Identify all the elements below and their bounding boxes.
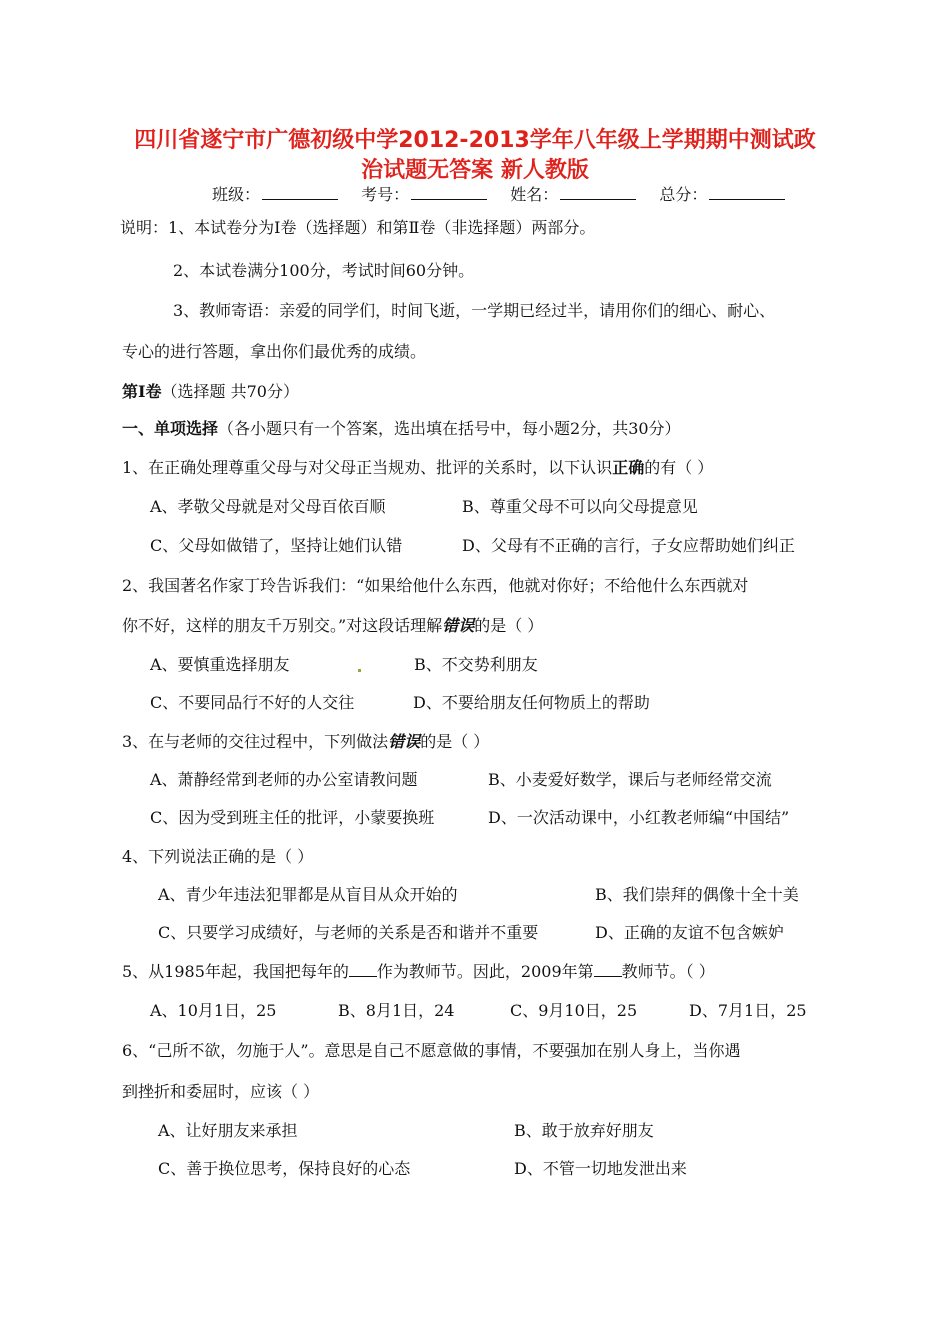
question-4-stem: 4、下列说法正确的是（ ） xyxy=(122,847,314,866)
question-3-option-b[interactable]: B、小麦爱好数学，课后与老师经常交流 xyxy=(488,770,772,789)
exam-title-line2: 治试题无答案 新人教版 xyxy=(361,158,589,183)
field-class: 班级： xyxy=(212,184,338,206)
question-6-option-c[interactable]: C、善于换位思考，保持良好的心态 xyxy=(158,1159,411,1178)
question-1-stem: 1、在正确处理尊重父母与对父母正当规劝、批评的关系时，以下认识正确的有（ ） xyxy=(122,458,714,477)
instruction-3: 3、教师寄语：亲爱的同学们，时间飞逝，一学期已经过半，请用你们的细心、耐心、 xyxy=(173,301,776,320)
field-total-score: 总分： xyxy=(659,184,785,206)
question-1-option-b[interactable]: B、尊重父母不可以向父母提意见 xyxy=(462,497,698,516)
question-5-blank-2[interactable] xyxy=(594,962,622,977)
exam-title-line1: 四川省遂宁市广德初级中学2012-2013学年八年级上学期期中测试政 xyxy=(134,128,816,153)
exam-number-blank[interactable] xyxy=(411,185,487,200)
question-6-option-b[interactable]: B、敢于放弃好朋友 xyxy=(514,1121,654,1140)
question-5-blank-1[interactable] xyxy=(349,962,377,977)
question-2-option-d[interactable]: D、不要给朋友任何物质上的帮助 xyxy=(413,693,650,712)
question-5-option-b[interactable]: B、8月1日，24 xyxy=(338,1001,455,1020)
field-exam-number: 考号： xyxy=(361,184,487,206)
question-3-option-a[interactable]: A、萧静经常到老师的办公室请教问题 xyxy=(150,770,418,789)
name-blank[interactable] xyxy=(560,185,636,200)
question-2-stem-line1: 2、我国著名作家丁玲告诉我们：“如果给他什么东西，他就对你好；不给他什么东西就对 xyxy=(122,576,749,595)
question-5-option-a[interactable]: A、10月1日，25 xyxy=(150,1001,277,1020)
question-5-option-c[interactable]: C、9月10日，25 xyxy=(510,1001,638,1020)
part-1-heading: 一、单项选择（各小题只有一个答案，选出填在括号中，每小题2分，共30分） xyxy=(122,419,681,438)
instruction-1: 说明：1、本试卷分为Ⅰ卷（选择题）和第Ⅱ卷（非选择题）两部分。 xyxy=(120,218,596,237)
total-score-blank[interactable] xyxy=(709,185,785,200)
question-6-stem-line1: 6、“己所不欲，勿施于人”。意思是自己不愿意做的事情，不要强加在别人身上，当你遇 xyxy=(122,1041,741,1060)
instruction-2: 2、本试卷满分100分，考试时间60分钟。 xyxy=(173,261,475,280)
question-5-option-d[interactable]: D、7月1日，25 xyxy=(689,1001,807,1020)
question-1-option-d[interactable]: D、父母有不正确的言行，子女应帮助她们纠正 xyxy=(462,536,795,555)
artifact-dot xyxy=(358,669,361,672)
question-2-option-c[interactable]: C、不要同品行不好的人交往 xyxy=(150,693,355,712)
field-name: 姓名： xyxy=(510,184,636,206)
question-4-option-b[interactable]: B、我们崇拜的偶像十全十美 xyxy=(595,885,799,904)
question-2-option-a[interactable]: A、要慎重选择朋友 xyxy=(150,655,290,674)
question-4-option-d[interactable]: D、正确的友谊不包含嫉妒 xyxy=(595,923,784,942)
question-1-option-a[interactable]: A、孝敬父母就是对父母百依百顺 xyxy=(150,497,386,516)
student-info-fields xyxy=(212,184,812,206)
class-blank[interactable] xyxy=(262,185,338,200)
question-5-stem: 5、从1985年起，我国把每年的 作为教师节。因此，2009年第 教师节。（ ） xyxy=(122,962,715,981)
section-1-heading: 第Ⅰ卷（选择题 共70分） xyxy=(122,382,299,401)
question-6-option-a[interactable]: A、让好朋友来承担 xyxy=(158,1121,298,1140)
question-2-stem-line2: 你不好，这样的朋友千万别交。”对这段话理解错误的是（ ） xyxy=(122,616,544,635)
question-3-option-c[interactable]: C、因为受到班主任的批评，小蒙要换班 xyxy=(150,808,435,827)
question-4-option-a[interactable]: A、青少年违法犯罪都是从盲目从众开始的 xyxy=(158,885,458,904)
question-3-stem: 3、在与老师的交往过程中，下列做法错误的是（ ） xyxy=(122,732,490,751)
instruction-4: 专心的进行答题，拿出你们最优秀的成绩。 xyxy=(122,342,427,361)
question-3-option-d[interactable]: D、一次活动课中，小红教老师编“中国结” xyxy=(488,808,790,827)
question-1-option-c[interactable]: C、父母如做错了，坚持让她们认错 xyxy=(150,536,403,555)
question-4-option-c[interactable]: C、只要学习成绩好，与老师的关系是否和谐并不重要 xyxy=(158,923,539,942)
question-6-option-d[interactable]: D、不管一切地发泄出来 xyxy=(514,1159,687,1178)
question-6-stem-line2: 到挫折和委屈时，应该（ ） xyxy=(122,1082,320,1101)
question-2-option-b[interactable]: B、不交势利朋友 xyxy=(414,655,538,674)
